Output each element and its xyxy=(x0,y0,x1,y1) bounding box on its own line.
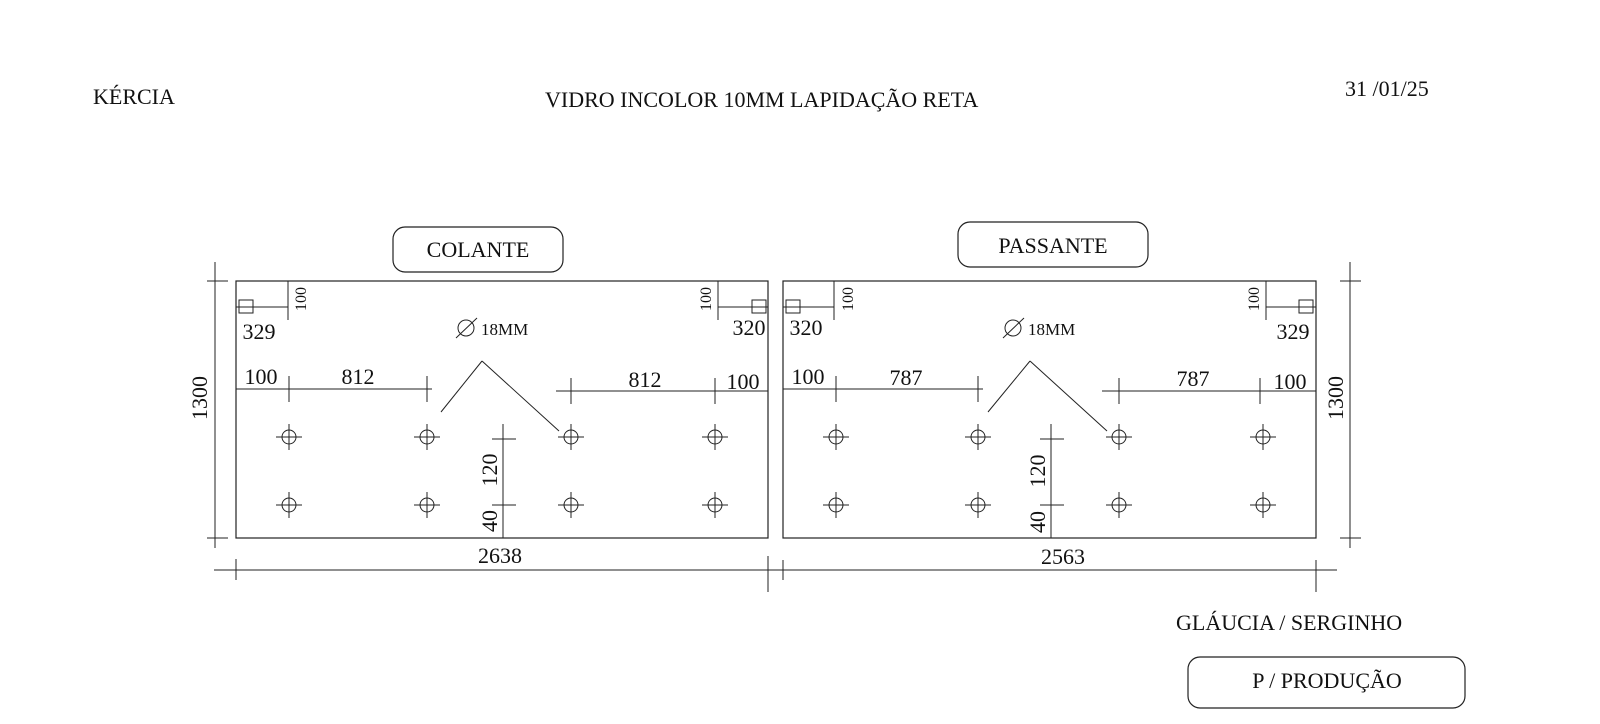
svg-text:787: 787 xyxy=(889,365,923,390)
drill-hole-icon xyxy=(1106,424,1132,450)
svg-text:100: 100 xyxy=(244,364,278,389)
drill-hole-icon xyxy=(414,424,440,450)
drill-hole-icon xyxy=(702,424,728,450)
hole-vertical-dimensions xyxy=(477,424,516,538)
diameter-callout xyxy=(988,318,1107,431)
drill-hole-icon xyxy=(965,492,991,518)
drill-hole-icon xyxy=(823,492,849,518)
drill-hole-icon xyxy=(702,492,728,518)
panel-passante xyxy=(783,222,1316,569)
drill-hole-icon xyxy=(823,424,849,450)
svg-text:100: 100 xyxy=(1246,287,1263,311)
production-stamp: P / PRODUÇÃO xyxy=(1252,668,1402,693)
corner-detail-left xyxy=(783,281,857,340)
svg-text:100: 100 xyxy=(840,287,857,311)
diameter-label: 18MM xyxy=(1028,320,1076,339)
svg-text:100: 100 xyxy=(698,287,715,311)
corner-detail-right xyxy=(1246,281,1316,344)
page-title: VIDRO INCOLOR 10MM LAPIDAÇÃO RETA xyxy=(545,87,979,112)
drill-hole-icon xyxy=(965,424,991,450)
svg-text:812: 812 xyxy=(341,364,375,389)
width-dimension-line xyxy=(214,556,1337,592)
corner-dim-left: 329 xyxy=(242,319,276,344)
svg-text:787: 787 xyxy=(1176,366,1210,391)
hole-vertical-dimensions xyxy=(1025,424,1064,538)
date: 31 /01/25 xyxy=(1345,76,1429,101)
drill-hole-icon xyxy=(276,424,302,450)
svg-text:40: 40 xyxy=(477,510,502,532)
panel-colante xyxy=(236,227,768,568)
height-label-right: 1300 xyxy=(1323,376,1348,420)
svg-text:100: 100 xyxy=(791,364,825,389)
corner-detail-right xyxy=(698,281,768,340)
corner-detail-left xyxy=(236,281,310,344)
height-dimension-left xyxy=(187,262,228,548)
hole-spacing-dimensions xyxy=(236,364,768,404)
diameter-label: 18MM xyxy=(481,320,529,339)
svg-text:120: 120 xyxy=(477,453,502,487)
panel-label: PASSANTE xyxy=(998,233,1108,258)
hole-spacing-dimensions xyxy=(783,364,1316,404)
diameter-callout xyxy=(441,318,559,431)
svg-text:100: 100 xyxy=(293,287,310,311)
corner-dim-right: 320 xyxy=(732,315,766,340)
svg-text:812: 812 xyxy=(628,367,662,392)
drill-hole-icon xyxy=(276,492,302,518)
drill-hole-icon xyxy=(558,424,584,450)
drill-hole-icon xyxy=(1106,492,1132,518)
drill-hole-icon xyxy=(1250,492,1276,518)
drill-hole-icon xyxy=(558,492,584,518)
panel-width-label: 2563 xyxy=(1041,544,1085,569)
svg-text:100: 100 xyxy=(726,369,760,394)
holes-layer xyxy=(276,424,1276,518)
height-dimension-right xyxy=(1323,262,1361,548)
svg-text:40: 40 xyxy=(1025,511,1050,533)
corner-dim-left: 320 xyxy=(789,315,823,340)
client-name: KÉRCIA xyxy=(93,84,175,109)
drill-hole-icon xyxy=(414,492,440,518)
height-label-left: 1300 xyxy=(187,376,212,420)
svg-text:120: 120 xyxy=(1025,454,1050,488)
corner-dim-right: 329 xyxy=(1276,319,1310,344)
responsible-names: GLÁUCIA / SERGINHO xyxy=(1176,610,1403,635)
panel-width-label: 2638 xyxy=(478,543,522,568)
svg-text:100: 100 xyxy=(1273,369,1307,394)
panel-label: COLANTE xyxy=(426,237,530,262)
drill-hole-icon xyxy=(1250,424,1276,450)
